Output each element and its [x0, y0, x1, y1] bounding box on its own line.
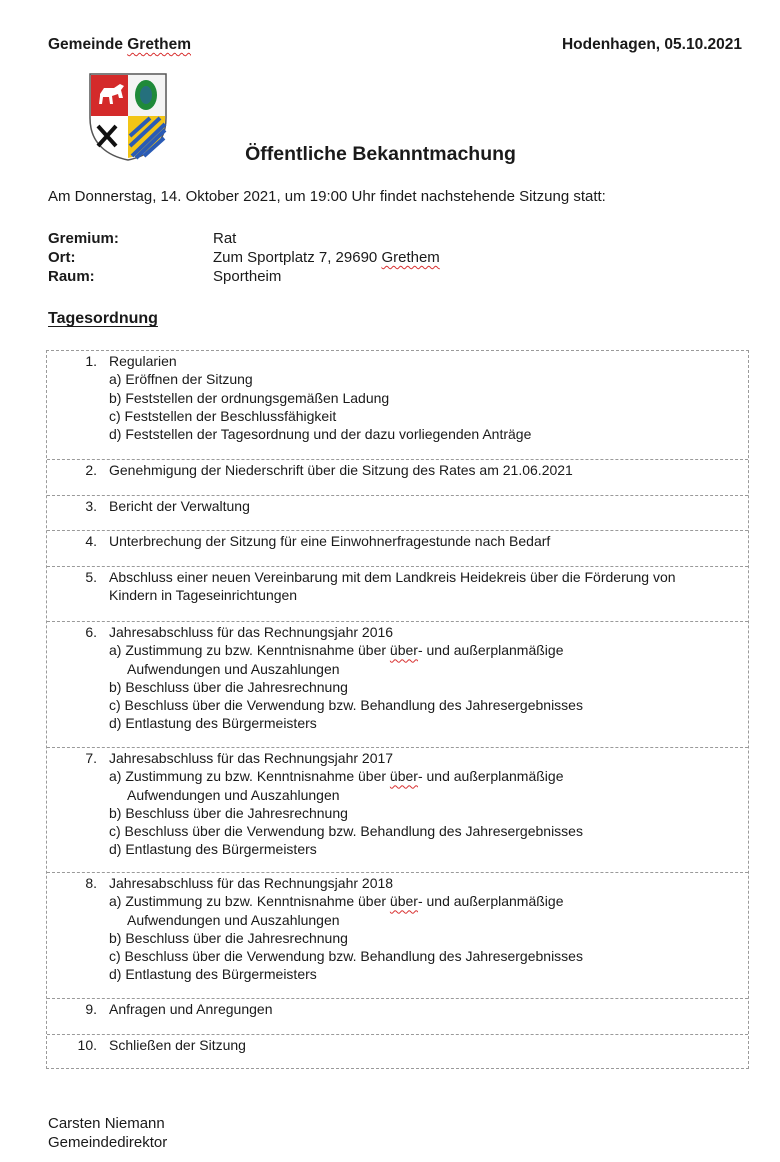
subitem-text: - und außerplanmäßige: [417, 768, 564, 785]
agenda-body: [109, 352, 744, 443]
agenda-item-4: [47, 530, 748, 566]
agenda-number: 9.: [85, 1001, 97, 1017]
agenda-subitem: d) Feststellen der Tagesordnung und der dazu vorliegenden Anträge: [109, 426, 532, 443]
agenda-subitem: [109, 641, 744, 659]
agenda-subitem: c) Beschluss über die Verwendung bzw. Behandlung des Jahresergebnisses: [109, 948, 583, 965]
ort-value: [213, 248, 440, 267]
agenda-title: Anfragen und Anregungen: [109, 1001, 273, 1017]
ort-town: Grethem: [381, 249, 440, 266]
subitem-text: a) Zustimmung zu bzw. Kenntnisnahme über: [109, 642, 390, 659]
municipality-prefix: Gemeinde: [48, 36, 128, 53]
agenda-item-9: [47, 998, 748, 1034]
agenda-subitem: b) Feststellen der ordnungsgemäßen Ladung: [109, 389, 390, 406]
agenda-title: Jahresabschluss für das Rechnungsjahr 2016: [109, 624, 394, 640]
gremium-label: Gremium:: [48, 230, 119, 247]
agenda-number: 10.: [77, 1037, 97, 1053]
intro-text: Am Donnerstag, 14. Oktober 2021, um 19:00 Uhr findet nachstehende Sitzung statt:: [48, 188, 606, 205]
ort-address: Zum Sportplatz 7, 29690: [213, 249, 382, 266]
page-title: Öffentliche Bekanntmachung: [245, 143, 516, 165]
agenda-title: Genehmigung der Niederschrift über die Sitzung des Rates am 21.06.2021: [109, 462, 573, 478]
agenda-subitem: a) Eröffnen der Sitzung: [109, 371, 253, 388]
agenda-title-continued: Kindern in Tageseinrichtungen: [109, 587, 298, 604]
agenda-item-8: [47, 872, 748, 998]
agenda-number: 6.: [85, 624, 97, 640]
municipality-name: Grethem: [127, 36, 191, 53]
agenda-subitem-continued: Aufwendungen und Auszahlungen: [127, 786, 340, 803]
agenda-item-7: [47, 747, 748, 872]
subitem-text: a) Zustimmung zu bzw. Kenntnisnahme über: [109, 768, 390, 785]
agenda-body: [109, 623, 744, 733]
gremium-value: Rat: [213, 230, 237, 247]
agenda-item-2: [47, 459, 748, 495]
signature-block: [48, 1114, 167, 1152]
agenda-subitem: d) Entlastung des Bürgermeisters: [109, 715, 317, 732]
agenda-subitem: c) Beschluss über die Verwendung bzw. Behandlung des Jahresergebnisses: [109, 823, 583, 840]
raum-label: Raum:: [48, 268, 95, 285]
agenda-title: Bericht der Verwaltung: [109, 498, 250, 514]
signature-role: Gemeindedirektor: [48, 1134, 168, 1151]
agenda-subitem: b) Beschluss über die Jahresrechnung: [109, 678, 348, 695]
agenda-number: 2.: [85, 462, 97, 478]
agenda-subitem: [109, 892, 744, 910]
agenda-item-3: [47, 495, 748, 530]
agenda-number: 1.: [85, 353, 97, 369]
subitem-text: - und außerplanmäßige: [417, 642, 564, 659]
agenda-title: Unterbrechung der Sitzung für eine Einwohnerfragestunde nach Bedarf: [109, 533, 551, 549]
agenda-body: [109, 874, 744, 984]
agenda-number: 5.: [85, 569, 97, 585]
agenda-subitem: c) Feststellen der Beschlussfähigkeit: [109, 407, 337, 424]
ort-label: Ort:: [48, 249, 76, 266]
agenda-subitem: d) Entlastung des Bürgermeisters: [109, 966, 317, 983]
agenda-body: [109, 749, 744, 859]
agenda-title: Jahresabschluss für das Rechnungsjahr 2018: [109, 875, 394, 891]
subitem-text: a) Zustimmung zu bzw. Kenntnisnahme über: [109, 893, 390, 910]
agenda-subitem: b) Beschluss über die Jahresrechnung: [109, 929, 348, 946]
agenda-number: 4.: [85, 533, 97, 549]
agenda-title: Schließen der Sitzung: [109, 1037, 246, 1053]
agenda-body: [109, 568, 744, 605]
raum-row: [48, 267, 440, 286]
agenda-table: [46, 350, 749, 1069]
agenda-number: 7.: [85, 750, 97, 766]
meeting-details: [48, 229, 440, 286]
spellcheck-word: über: [389, 893, 418, 910]
agenda-subitem: d) Entlastung des Bürgermeisters: [109, 841, 317, 858]
agenda-title: Jahresabschluss für das Rechnungsjahr 2017: [109, 750, 394, 766]
agenda-heading: Tagesordnung: [48, 310, 158, 327]
agenda-number: 8.: [85, 875, 97, 891]
agenda-subitem-continued: Aufwendungen und Auszahlungen: [127, 660, 340, 677]
spellcheck-word: über: [389, 642, 418, 659]
agenda-number: 3.: [85, 498, 97, 514]
agenda-subitem: c) Beschluss über die Verwendung bzw. Behandlung des Jahresergebnisses: [109, 697, 583, 714]
place-date: Hodenhagen, 05.10.2021: [561, 36, 742, 53]
agenda-title: Abschluss einer neuen Vereinbarung mit dem Landkreis Heidekreis über die Förderung von: [109, 569, 676, 585]
gremium-row: [48, 229, 440, 248]
agenda-subitem-continued: Aufwendungen und Auszahlungen: [127, 911, 340, 928]
signature-name: Carsten Niemann: [48, 1115, 165, 1132]
subitem-text: - und außerplanmäßige: [417, 893, 564, 910]
agenda-item-5: [47, 566, 748, 621]
agenda-title: Regularien: [109, 353, 177, 369]
agenda-subitem: b) Beschluss über die Jahresrechnung: [109, 804, 348, 821]
agenda-item-6: [47, 621, 748, 747]
agenda-subitem: [109, 767, 744, 785]
raum-value: Sportheim: [213, 268, 282, 285]
spellcheck-word: über: [389, 768, 418, 785]
ort-row: [48, 248, 440, 267]
municipality-header: [48, 36, 191, 54]
agenda-item-10: [47, 1034, 748, 1069]
agenda-item-1: [47, 351, 748, 459]
